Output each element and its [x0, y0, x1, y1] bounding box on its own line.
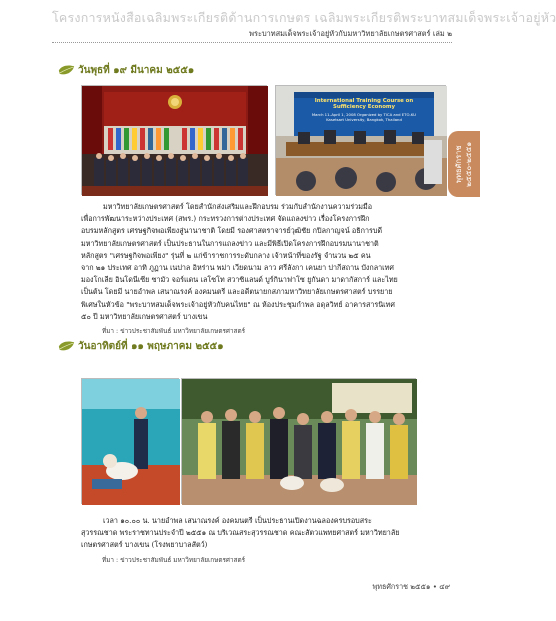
section1-line: มหาวิทยาลัยเกษตรศาสตร์ เป็นประธานในการแถลงข่าว และมีพิธีเปิดโครงการฝึกอบรมนานาชาติ: [81, 238, 379, 248]
leaf-icon: [58, 64, 75, 77]
year-side-tab-label: พุทธศักราช ๒๕๕๐-๒๕๕๑: [454, 141, 473, 187]
section1-line: มองโกเลีย อินโดนีเซีย ซามัว จอร์แดน เลโซโท สวาซิแลนด์ บูร์กินาฟาโซ ยูกันดา มาดากัสการ์ และไทย: [81, 275, 398, 285]
leaf-icon: [58, 340, 75, 353]
book-title: โครงการหนังสือเฉลิมพระเกียรติด้านการเกษตร เฉลิมพระเกียรติพระบาทสมเด็จพระเจ้าอยู่หัว: [52, 10, 556, 25]
section1-source: ที่มา : ข่าวประชาสัมพันธ์ มหาวิทยาลัยเกษตรศาสตร์: [102, 327, 246, 335]
group-photo-outdoor: [181, 378, 416, 504]
section1-line: ๕๐ ปี มหาวิทยาลัยเกษตรศาสตร์ บางเขน: [81, 311, 208, 321]
section1-line: เพื่อการพัฒนาระหว่างประเทศ (สพร.) กระทรวงการต่างประเทศ จัดแถลงข่าว เรื่องโครงการฝึก: [81, 214, 370, 224]
dog-show-photo: [81, 378, 179, 504]
conference-photo: [275, 85, 446, 195]
section2-line: เวลา ๑๐.๐๐ น. นายอำพล เสนาณรงค์ องคมนตรี เป็นประธานเปิดงานฉลองครบรอบสระ: [103, 516, 372, 525]
group-photo-stage: [81, 85, 267, 195]
book-subtitle: พระบาทสมเด็จพระเจ้าอยู่หัวกับมหาวิทยาลัยเกษตรศาสตร์ เล่ม ๒: [249, 29, 452, 38]
group-photo-stage-image: [82, 86, 268, 196]
year-side-tab: [448, 131, 480, 197]
section2-line: สุวรรณชาด พระราชทานประจำปี ๒๕๕๑ ณ บริเวณสระสุวรรณชาด คณะสัตวแพทยศาสตร์ มหาวิทยาลัย: [81, 528, 400, 538]
section1-date: วันพุธที่ ๑๙ มีนาคม ๒๕๕๑: [78, 65, 195, 76]
header-divider: [52, 42, 452, 43]
section1-line: เป็นต้น โดยมี นายอำพล เสนาณรงค์ องคมนตรี และอดีตนายกสภามหาวิทยาลัยเกษตรศาสตร์ บรรยาย: [81, 287, 393, 297]
banner-title: International Training Course on Sufficiency Economy: [314, 98, 414, 111]
page-footer: พุทธศักราช ๒๕๕๑ • ๔๙: [372, 582, 450, 591]
banner-subtitle: March 11–April 1, 2008 Organized by TICA and ETO-KU Kasetsart University, Bangkok, Thailand: [311, 112, 417, 122]
section2-heading: [58, 339, 224, 354]
group-photo-outdoor-image: [182, 379, 417, 505]
dog-show-photo-image: [82, 379, 180, 505]
section1-line: อบรมหลักสูตร เศรษฐกิจพอเพียงสู่นานาชาติ โดยมี รองศาสตราจารย์วุฒิชัย กปิลกาญจน์ อธิการบดี: [81, 226, 383, 236]
section2-source: ที่มา : ข่าวประชาสัมพันธ์ มหาวิทยาลัยเกษตรศาสตร์: [102, 556, 246, 564]
section1-line: พิเศษในหัวข้อ "พระบาทสมเด็จพระเจ้าอยู่หัวกับคนไทย" ณ ห้องประชุมกำพล อดุลวิทย์ อาคารสารนิเทศ: [81, 299, 395, 309]
section1-line: มหาวิทยาลัยเกษตรศาสตร์ โดยสำนักส่งเสริมและฝึกอบรม ร่วมกับสำนักงานความร่วมมือ: [103, 202, 373, 211]
section1-paragraph: [81, 201, 447, 323]
section2-paragraph: [81, 515, 447, 552]
section1-line: จาก ๒๑ ประเทศ อาทิ ภูฏาน เนปาล อิหร่าน พม่า เวียดนาม ลาว ศรีลังกา เคนยา ปากีสถาน บังกลาเทศ: [81, 263, 394, 273]
section1-line: หลักสูตร "เศรษฐกิจพอเพียง" รุ่นที่ ๒ แก่ข้าราชการระดับกลาง เจ้าหน้าที่ของรัฐ จำนวน ๒๕ คน: [81, 250, 371, 260]
section2-date: วันอาทิตย์ที่ ๑๑ พฤษภาคม ๒๕๕๑: [78, 341, 224, 352]
section2-line: เกษตรศาสตร์ บางเขน (โรงพยาบาลสัตว์): [81, 540, 208, 550]
section1-heading: [58, 63, 194, 78]
